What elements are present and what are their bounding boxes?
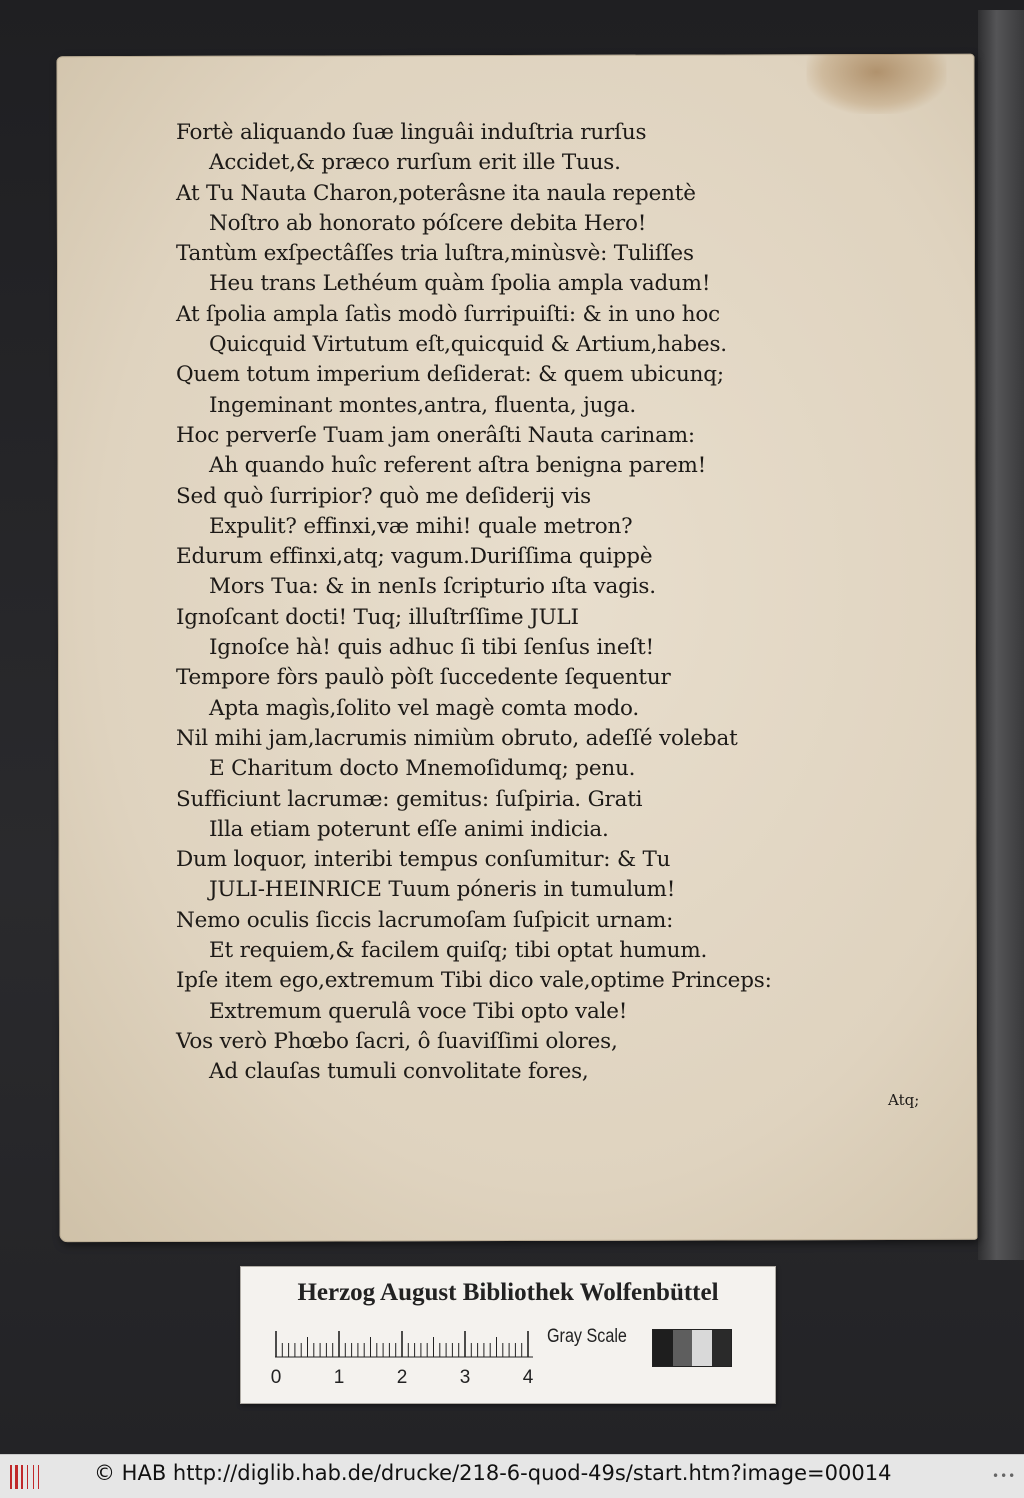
verse-line: Quicquid Virtutum eſt,quicquid & Artium,habes. (209, 332, 727, 358)
reference-card (240, 1266, 776, 1404)
ruler-number: 2 (396, 1367, 408, 1388)
verse-line: Ah quando huîc referent aſtra benigna parem! (209, 453, 707, 479)
verse-line: Ipſe item ego,extremum Tibi dico vale,optime Princeps: (176, 968, 772, 994)
gray-swatch-cell (673, 1330, 693, 1366)
adjacent-page-edge (978, 10, 1024, 1260)
ruler-number: 3 (459, 1367, 471, 1388)
logo-bar (33, 1465, 34, 1489)
gray-scale-swatch (652, 1329, 732, 1367)
verse-line: Expulit? effinxi,væ mihi! quale metron? (209, 513, 633, 539)
verse-line: Tempore fòrs paulò pòſt ſuccedente ſequentur (176, 665, 671, 691)
logo-bar (38, 1465, 39, 1489)
verse-line: Sufficiunt lacrumæ: gemitus: ſuſpiria. Grati (176, 786, 643, 812)
verse-line: Extremum querulâ voce Tibi opto vale! (209, 998, 628, 1024)
poem-verse (176, 118, 896, 1088)
verse-line: Noſtro ab honorato póſcere debita Hero! (209, 210, 647, 236)
hab-barcode-logo-icon (10, 1463, 48, 1491)
verse-line: Quem totum imperium deſiderat: & quem ubicunq; (176, 362, 724, 388)
logo-bar (10, 1465, 12, 1489)
verse-line: Tantùm exſpectâſſes tria luſtra,minùsvè: Tuliſſes (176, 241, 694, 267)
footer-bar (0, 1454, 1024, 1498)
verse-line: Fortè aliquando ſuæ linguâi induſtria rurſus (176, 120, 647, 145)
catchword: Atq; (888, 1091, 920, 1109)
verse-line: E Charitum docto Mnemoſidumq; penu. (209, 756, 636, 782)
logo-bar (21, 1465, 23, 1489)
gray-scale-label: Gray Scale (547, 1326, 627, 1347)
verse-line: Accidet,& præco rurſum erit ille Tuus. (209, 150, 621, 176)
verse-line: Ignoſcant docti! Tuq; illuſtrſſime JULI (176, 604, 579, 630)
verse-line: Nil mihi jam,lacrumis nimiùm obruto, adeſſé volebat (176, 725, 738, 751)
verse-line: Heu trans Lethéum quàm ſpolia ampla vadum! (209, 271, 711, 297)
gray-swatch-cell (692, 1330, 712, 1366)
verse-line: Ad clauſas tumuli convolitate fores, (209, 1059, 589, 1085)
verse-line: Ingeminant montes,antra, fluenta, juga. (209, 392, 637, 418)
verse-line: Apta magìs,ſolito vel magè comta modo. (209, 695, 640, 721)
verse-line: Sed quò ſurripior? quò me deſiderij vis (176, 483, 591, 509)
copyright-url: © HAB http://diglib.hab.de/drucke/218-6-quod-49s/start.htm?image=00014 (94, 1461, 892, 1485)
verse-line: Dum loquor, interibi tempus conſumitur: & Tu (176, 847, 671, 873)
verse-line: Mors Tua: & in nenIs ſcripturio ıſta vagis. (209, 574, 656, 600)
verse-line: Hoc perverſe Tuam jam onerâſti Nauta carinam: (176, 422, 695, 448)
logo-bar (27, 1465, 28, 1489)
verse-line: Ignoſce hà! quis adhuc ſi tibi ſenſus ineſt! (209, 635, 654, 661)
more-dots-icon[interactable]: ••• (992, 1469, 1017, 1483)
verse-line: Illa etiam poterunt eſſe animi indicia. (209, 816, 609, 842)
gray-swatch-cell (653, 1330, 673, 1366)
ruler-number: 1 (333, 1367, 345, 1388)
verse-line: Nemo oculis ſiccis lacrumoſam ſuſpicit urnam: (176, 907, 674, 933)
page-stain (806, 54, 946, 114)
verse-line: Et requiem,& facilem quiſq; tibi optat humum. (209, 938, 708, 964)
gray-swatch-cell (712, 1330, 732, 1366)
ruler-number: 4 (522, 1367, 534, 1388)
verse-line: At ſpolia ampla ſatìs modò ſurripuiſti: & in uno hoc (176, 301, 720, 327)
verse-line: JULI-HEINRICE Tuum póneris in tumulum! (209, 877, 676, 903)
ruler-number: 0 (270, 1367, 282, 1388)
logo-bar (15, 1465, 18, 1489)
ruler-scale (270, 1327, 539, 1388)
library-name: Herzog August Bibliothek Wolfenbüttel (297, 1279, 719, 1306)
verse-line: Vos verò Phœbo ſacri, ô ſuaviſſimi olores, (176, 1028, 618, 1054)
verse-line: At Tu Nauta Charon,poterâsne ita naula repentè (176, 180, 696, 206)
verse-line: Edurum effinxi,atq; vagum.Duriſſima quippè (176, 544, 653, 570)
